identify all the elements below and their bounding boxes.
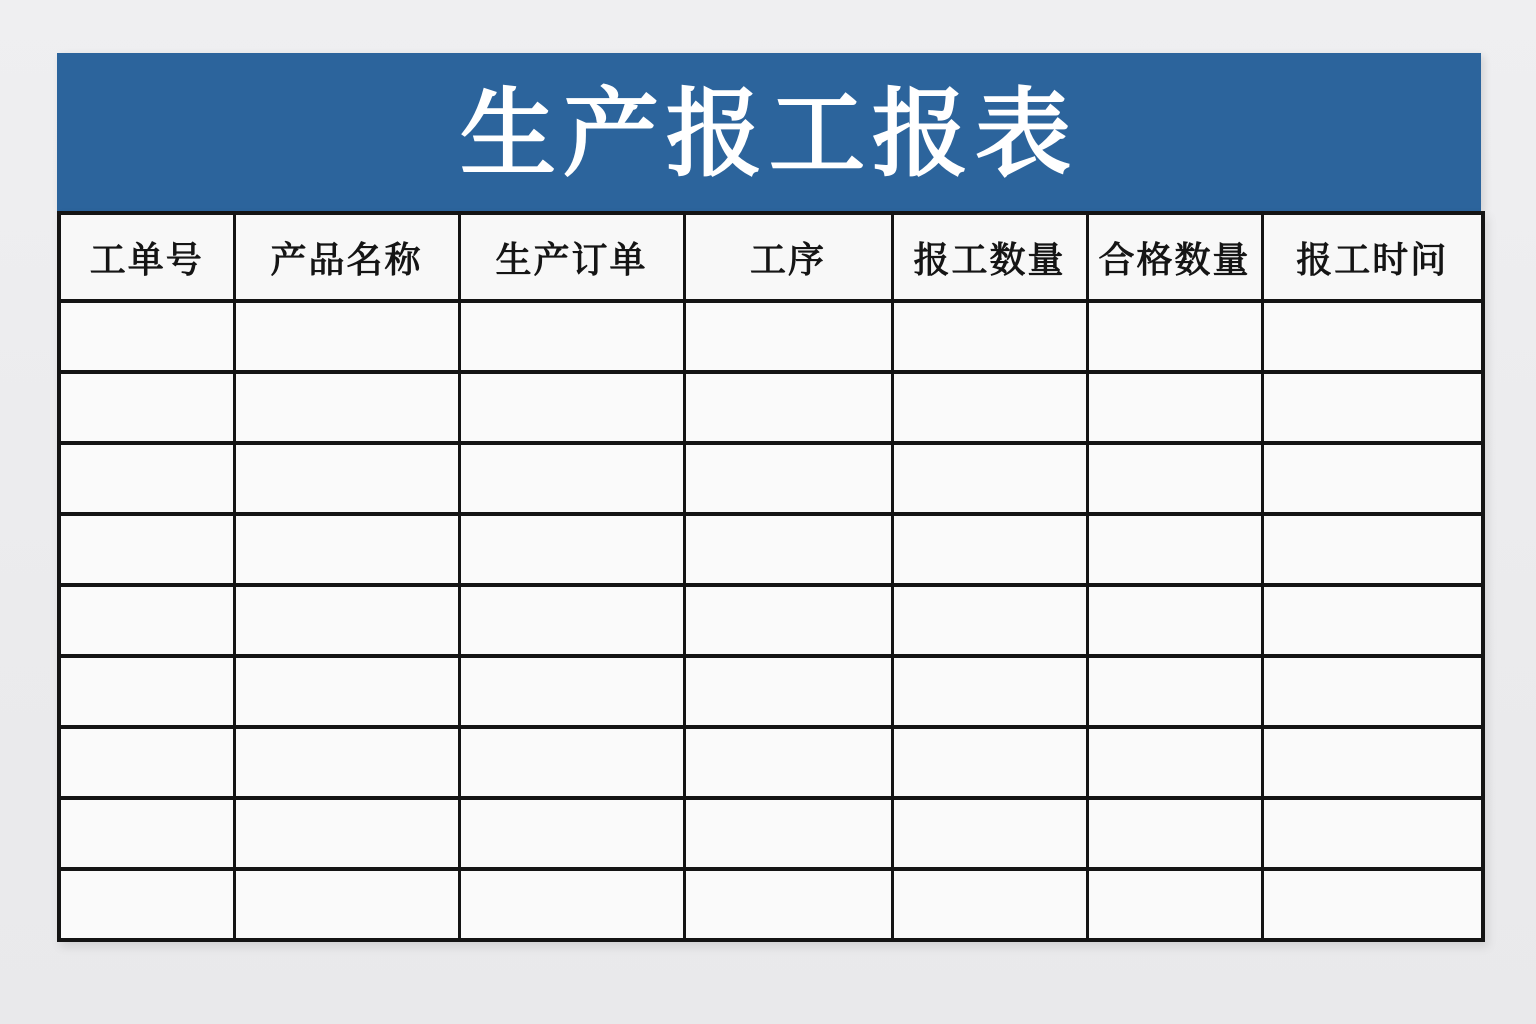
table-cell bbox=[459, 372, 684, 443]
table-cell bbox=[1262, 514, 1483, 585]
table-cell bbox=[1262, 301, 1483, 372]
table-cell bbox=[1087, 372, 1262, 443]
header-cell-report-time: 报工时问 bbox=[1262, 213, 1483, 301]
table-cell bbox=[234, 727, 459, 798]
table-cell bbox=[234, 798, 459, 869]
table-cell bbox=[459, 869, 684, 940]
table-cell bbox=[892, 727, 1087, 798]
table-cell bbox=[234, 301, 459, 372]
table-cell bbox=[1262, 869, 1483, 940]
table-row bbox=[59, 656, 1483, 727]
production-report-table bbox=[57, 211, 1485, 942]
table-cell bbox=[459, 656, 684, 727]
table-cell bbox=[234, 585, 459, 656]
header-row bbox=[59, 213, 1483, 301]
table-cell bbox=[1087, 869, 1262, 940]
table-cell bbox=[459, 514, 684, 585]
header-cell-reported-quantity: 报工数量 bbox=[892, 213, 1087, 301]
table-cell bbox=[459, 798, 684, 869]
header-cell-product-name: 产品名称 bbox=[234, 213, 459, 301]
table-cell bbox=[59, 514, 234, 585]
header-cell-work-order-no: 工单号 bbox=[59, 213, 234, 301]
table-cell bbox=[892, 301, 1087, 372]
table-cell bbox=[684, 301, 892, 372]
table-cell bbox=[59, 585, 234, 656]
table-cell bbox=[1262, 372, 1483, 443]
table-row bbox=[59, 301, 1483, 372]
table-row bbox=[59, 727, 1483, 798]
header-cell-qualified-quantity: 合格数量 bbox=[1087, 213, 1262, 301]
table-cell bbox=[684, 727, 892, 798]
table-cell bbox=[234, 372, 459, 443]
table-cell bbox=[59, 443, 234, 514]
table-cell bbox=[1087, 727, 1262, 798]
table-body bbox=[59, 301, 1483, 940]
table-cell bbox=[1087, 585, 1262, 656]
table-cell bbox=[1087, 301, 1262, 372]
table-cell bbox=[234, 443, 459, 514]
table-cell bbox=[234, 656, 459, 727]
table-cell bbox=[59, 656, 234, 727]
table-cell bbox=[684, 798, 892, 869]
table-cell bbox=[892, 514, 1087, 585]
table-cell bbox=[459, 585, 684, 656]
table-cell bbox=[684, 443, 892, 514]
table-cell bbox=[234, 869, 459, 940]
table-cell bbox=[459, 443, 684, 514]
table-cell bbox=[59, 727, 234, 798]
table-cell bbox=[59, 372, 234, 443]
table-cell bbox=[684, 372, 892, 443]
table-cell bbox=[892, 443, 1087, 514]
header-cell-process: 工序 bbox=[684, 213, 892, 301]
table-cell bbox=[892, 585, 1087, 656]
table-row bbox=[59, 514, 1483, 585]
table-row bbox=[59, 585, 1483, 656]
table-cell bbox=[459, 727, 684, 798]
table-cell bbox=[684, 869, 892, 940]
table-cell bbox=[59, 869, 234, 940]
table-cell bbox=[1262, 727, 1483, 798]
table-row bbox=[59, 443, 1483, 514]
table-cell bbox=[892, 869, 1087, 940]
table-cell bbox=[684, 656, 892, 727]
table-cell bbox=[59, 798, 234, 869]
table-cell bbox=[1087, 443, 1262, 514]
table-cell bbox=[684, 585, 892, 656]
table-cell bbox=[892, 798, 1087, 869]
table-cell bbox=[684, 514, 892, 585]
table-row bbox=[59, 798, 1483, 869]
table-cell bbox=[1262, 798, 1483, 869]
table-cell bbox=[1087, 656, 1262, 727]
table-cell bbox=[459, 301, 684, 372]
table-row bbox=[59, 869, 1483, 940]
table-cell bbox=[892, 656, 1087, 727]
report-title: 生产报工报表 bbox=[460, 81, 1078, 188]
table-cell bbox=[1262, 443, 1483, 514]
header-cell-production-order: 生产订单 bbox=[459, 213, 684, 301]
table-cell bbox=[1262, 585, 1483, 656]
report-banner bbox=[57, 53, 1481, 211]
table-cell bbox=[59, 301, 234, 372]
table-cell bbox=[1087, 798, 1262, 869]
table-cell bbox=[234, 514, 459, 585]
table-cell bbox=[892, 372, 1087, 443]
table-cell bbox=[1262, 656, 1483, 727]
table-row bbox=[59, 372, 1483, 443]
table-cell bbox=[1087, 514, 1262, 585]
